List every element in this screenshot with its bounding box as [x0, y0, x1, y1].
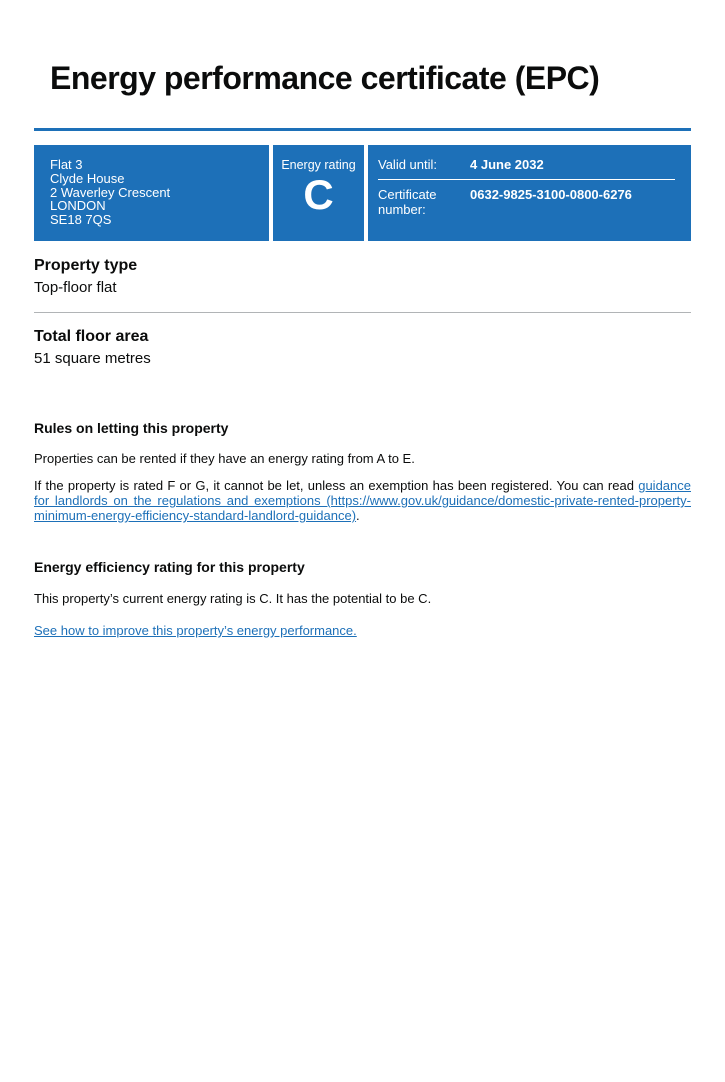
property-type-value: Top-floor flat: [34, 279, 117, 296]
panel-divider: [378, 179, 675, 180]
address-line-5: SE18 7QS: [50, 212, 112, 228]
energy-rating-label: Energy rating: [281, 158, 356, 172]
rules-heading: Rules on letting this property: [34, 420, 229, 436]
address-panel: [34, 145, 269, 241]
energy-rating-panel: [273, 145, 364, 241]
brand-rule: [34, 128, 691, 131]
rules-paragraph-2: [34, 478, 691, 523]
certificate-number-row: [378, 187, 675, 217]
property-type-heading: Property type: [34, 257, 138, 274]
address-line-4: LONDON: [50, 198, 106, 214]
guidance-link[interactable]: guidance for landlords on the regulations and exemptions (https://www.gov.uk/guidance/domestic-private-rented-property-minimum-energy-efficiency-standard-landlord-guidance): [34, 478, 691, 523]
rules-paragraph-2-prefix: If the property is rated F or G, it cannot be let, unless an exemption has been registered. You can read: [34, 478, 639, 493]
section-divider: [34, 312, 691, 313]
valid-until-label: Valid until:: [378, 157, 438, 172]
improve-link[interactable]: See how to improve this property’s energy performance.: [34, 623, 357, 638]
validity-panel: [368, 145, 691, 241]
improve-link-line: [34, 623, 691, 638]
floor-area-heading: Total floor area: [34, 328, 149, 345]
address-line-2: Clyde House: [50, 170, 125, 186]
epc-document: [0, 58, 725, 638]
energy-rating-value: C: [303, 171, 334, 218]
rules-paragraph-2-suffix: .: [356, 508, 360, 523]
certificate-number-value: 0632-9825-3100-0800-6276: [470, 187, 632, 202]
floor-area-value: 51 square metres: [34, 350, 151, 367]
address-line-3: 2 Waverley Crescent: [50, 184, 171, 200]
efficiency-heading: Energy efficiency rating for this property: [34, 559, 305, 575]
summary-box: [34, 145, 691, 241]
address-line-1: Flat 3: [50, 157, 83, 172]
certificate-number-label: Certificate number:: [378, 187, 437, 217]
valid-until-value: 4 June 2032: [470, 157, 544, 172]
rules-paragraph-1: Properties can be rented if they have an energy rating from A to E.: [34, 451, 415, 466]
valid-until-row: [378, 157, 675, 172]
efficiency-paragraph: This property’s current energy rating is C. It has the potential to be C.: [34, 591, 432, 606]
page-title: Energy performance certificate (EPC): [50, 60, 600, 96]
